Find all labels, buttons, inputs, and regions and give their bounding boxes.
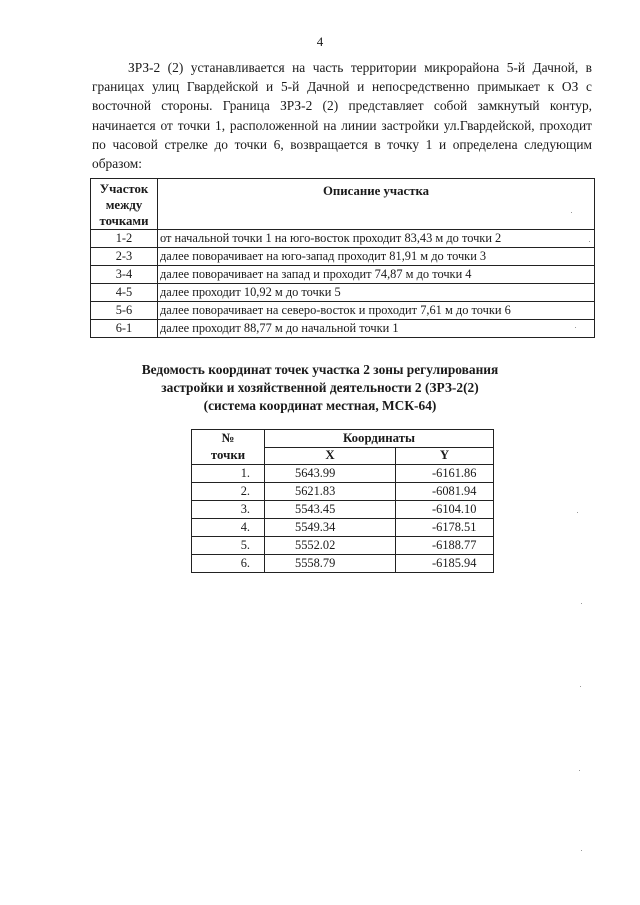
y-cell: -6178.51 xyxy=(396,519,494,537)
table-row xyxy=(91,302,595,320)
scan-speck xyxy=(580,686,581,687)
y-header: Y xyxy=(396,447,494,465)
table-row xyxy=(91,266,595,284)
point-number-header xyxy=(192,430,265,465)
point-number-cell: 1. xyxy=(192,465,265,483)
scan-speck xyxy=(579,770,580,771)
segment-cell: 3-4 xyxy=(91,266,158,284)
table-row xyxy=(192,465,494,483)
x-cell: 5549.34 xyxy=(265,519,396,537)
point-number-cell: 5. xyxy=(192,537,265,555)
coordinates-heading-line: (система координат местная, МСК-64) xyxy=(203,398,437,413)
table-row xyxy=(91,320,595,338)
segment-header-line: между xyxy=(105,198,143,212)
sections-table xyxy=(90,178,595,338)
point-number-cell: 2. xyxy=(192,483,265,501)
y-cell: -6161.86 xyxy=(396,465,494,483)
intro-paragraph: ЗРЗ-2 (2) устанавливается на часть территории микрорайона 5-й Дачной, в границах улиц Гвардейской и 5-й Дачной и непосредственно примыкает к ОЗ с восточной стороны. Граница ЗРЗ-2 (2) представляет собой замкнутый контур, начинается от точки 1, расположенной на линии застройки ул.Гвардейской, проходит по часовой стрелке до точки 6, возвращается в точку 1 и определена следующим образом: xyxy=(92,60,592,172)
segment-header xyxy=(91,179,158,230)
segment-cell: 6-1 xyxy=(91,320,158,338)
x-cell: 5552.02 xyxy=(265,537,396,555)
table-row xyxy=(192,519,494,537)
y-cell: -6185.94 xyxy=(396,555,494,573)
x-cell: 5643.99 xyxy=(265,465,396,483)
coordinates-heading-line: застройки и хозяйственной деятельности 2 (ЗРЗ-2(2) xyxy=(161,380,479,395)
table-row xyxy=(192,555,494,573)
description-cell: далее проходит 10,92 м до точки 5 xyxy=(158,284,595,302)
coordinates-header-row xyxy=(192,430,494,448)
point-number-cell: 6. xyxy=(192,555,265,573)
coordinates-table xyxy=(191,429,494,573)
point-number-header-line: № xyxy=(221,431,235,445)
y-cell: -6188.77 xyxy=(396,537,494,555)
scan-speck xyxy=(581,603,582,604)
segment-cell: 5-6 xyxy=(91,302,158,320)
segment-cell: 4-5 xyxy=(91,284,158,302)
table-row xyxy=(192,501,494,519)
segment-cell: 1-2 xyxy=(91,230,158,248)
table-row xyxy=(91,248,595,266)
description-cell: далее проходит 88,77 м до начальной точки 1 xyxy=(158,320,595,338)
table-row xyxy=(91,230,595,248)
x-cell: 5543.45 xyxy=(265,501,396,519)
coordinates-heading xyxy=(0,361,640,415)
description-cell: далее поворачивает на запад и проходит 74,87 м до точки 4 xyxy=(158,266,595,284)
point-number-header-line: точки xyxy=(210,448,246,462)
coordinates-heading-line: Ведомость координат точек участка 2 зоны регулирования xyxy=(141,362,499,377)
segment-cell: 2-3 xyxy=(91,248,158,266)
scan-speck xyxy=(575,327,576,328)
sections-header-row xyxy=(91,179,595,230)
segment-header-line: точками xyxy=(99,214,149,228)
y-cell: -6104.10 xyxy=(396,501,494,519)
scan-speck xyxy=(577,512,578,513)
x-header: X xyxy=(265,447,396,465)
segment-header-line: Участок xyxy=(99,182,149,196)
description-cell: далее поворачивает на юго-запад проходит 81,91 м до точки 3 xyxy=(158,248,595,266)
table-row xyxy=(91,284,595,302)
page-number: 4 xyxy=(316,34,324,49)
description-header: Описание участка xyxy=(158,179,595,230)
table-row xyxy=(192,483,494,501)
table-row xyxy=(192,537,494,555)
description-cell: от начальной точки 1 на юго-восток проходит 83,43 м до точки 2 xyxy=(158,230,595,248)
scan-speck xyxy=(581,850,582,851)
scan-speck xyxy=(589,241,590,242)
coordinates-header: Координаты xyxy=(265,430,494,448)
scan-speck xyxy=(571,212,572,213)
x-cell: 5558.79 xyxy=(265,555,396,573)
point-number-cell: 4. xyxy=(192,519,265,537)
point-number-cell: 3. xyxy=(192,501,265,519)
y-cell: -6081.94 xyxy=(396,483,494,501)
description-cell: далее поворачивает на северо-восток и проходит 7,61 м до точки 6 xyxy=(158,302,595,320)
x-cell: 5621.83 xyxy=(265,483,396,501)
